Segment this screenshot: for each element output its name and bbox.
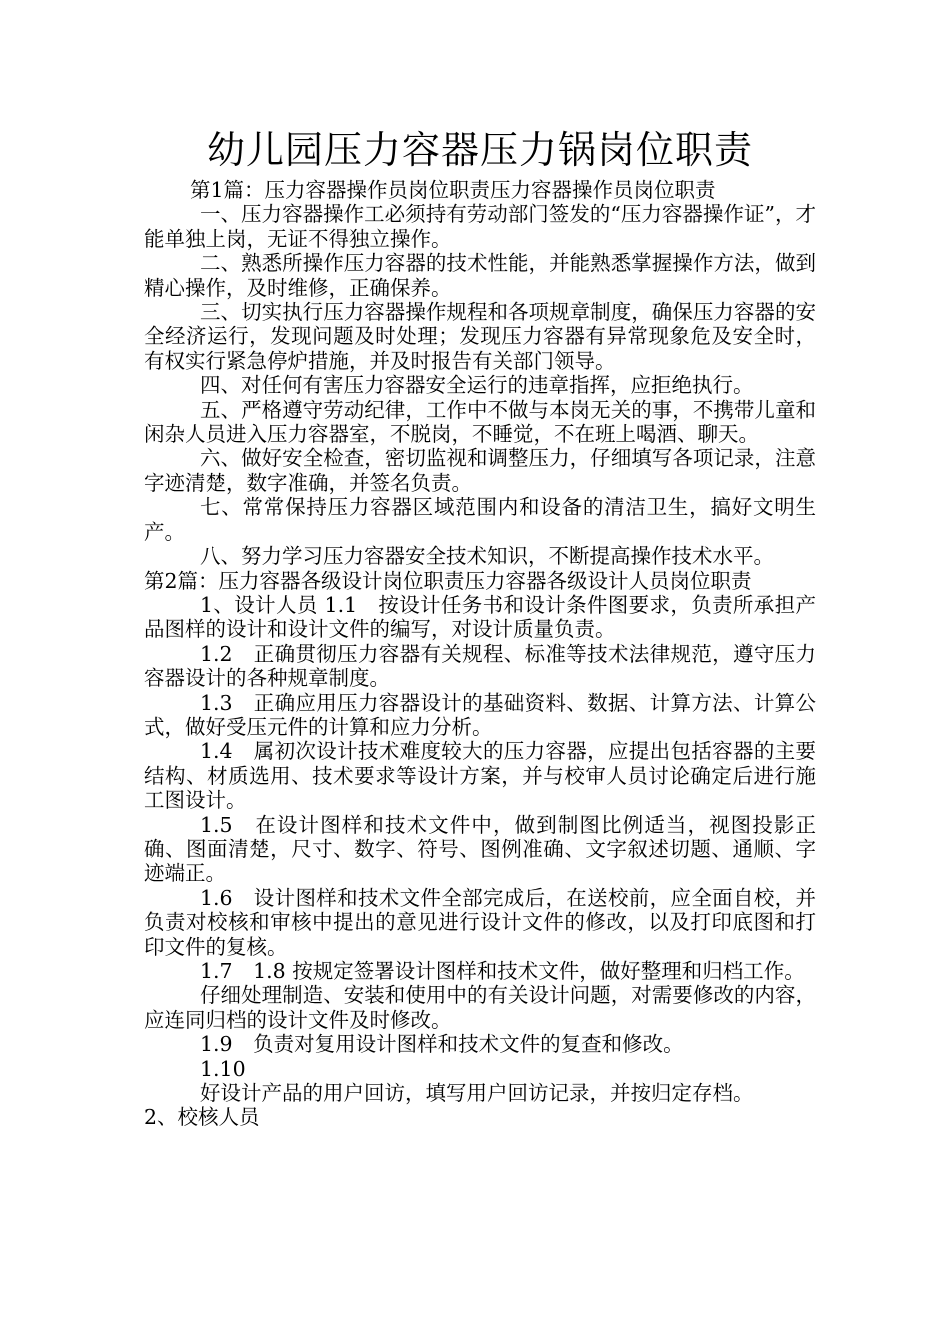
document-body	[144, 178, 816, 1130]
paragraph: 1.10	[200, 1056, 246, 1081]
paragraph: 五、严格遵守劳动纪律，工作中不做与本岗无关的事，不携带儿童和闲杂人员进入压力容器室，不脱岗，不睡觉，不在班上喝酒、聊天。	[144, 397, 816, 447]
paragraph: 1、设计人员 1.1 按设计任务书和设计条件图要求，负责所承担产品图样的设计和设计文件的编写，对设计质量负责。	[144, 592, 816, 642]
paragraph: 1.6 设计图样和技术文件全部完成后，在送校前，应全面自校，并负责对校核和审核中提出的意见进行设计文件的修改，以及打印底图和打印文件的复核。	[144, 885, 816, 959]
paragraph: 1.7 1.8 按规定签署设计图样和技术文件，做好整理和归档工作。	[200, 959, 805, 983]
paragraph: 1.9 负责对复用设计图样和技术文件的复查和修改。	[200, 1032, 684, 1057]
paragraph-heading-2: 第2篇：压力容器各级设计岗位职责压力容器各级设计人员岗位职责	[144, 568, 752, 593]
paragraph: 一、压力容器操作工必须持有劳动部门签发的“压力容器操作证”，才能单独上岗，无证不得独立操作。	[144, 202, 816, 251]
paragraph: 1.3 正确应用压力容器设计的基础资料、数据、计算方法、计算公式，做好受压元件的计算和应力分析。	[144, 690, 816, 739]
paragraph: 1.5 在设计图样和技术文件中，做到制图比例适当，视图投影正确、图面清楚，尺寸、数字、符号、图例准确、文字叙述切题、通顺、字迹端正。	[144, 812, 816, 886]
paragraph: 三、切实执行压力容器操作规程和各项规章制度，确保压力容器的安全经济运行，发现问题及时处理；发现压力容器有异常现象危及安全时，有权实行紧急停炉措施，并及时报告有关部门领导。	[144, 300, 816, 373]
paragraph: 六、做好安全检查，密切监视和调整压力，仔细填写各项记录，注意字迹清楚，数字准确，并签名负责。	[144, 446, 816, 495]
paragraph: 仔细处理制造、安装和使用中的有关设计问题，对需要修改的内容，应连同归档的设计文件及时修改。	[144, 983, 816, 1032]
paragraph: 1.2 正确贯彻压力容器有关规程、标准等技术法律规范，遵守压力容器设计的各种规章制度。	[144, 641, 816, 691]
paragraph: 八、努力学习压力容器安全技术知识，不断提高操作技术水平。	[200, 544, 774, 569]
paragraph: 四、对任何有害压力容器安全运行的违章指挥，应拒绝执行。	[200, 373, 754, 398]
paragraph: 好设计产品的用户回访，填写用户回访记录，并按归定存档。	[200, 1081, 754, 1106]
paragraph: 二、熟悉所操作压力容器的技术性能，并能熟悉掌握操作方法，做到精心操作，及时维修，正确保养。	[144, 251, 816, 300]
document-title: 幼儿园压力容器压力锅岗位职责	[206, 128, 753, 172]
document-page	[144, 124, 816, 1130]
paragraph: 1.4 属初次设计技术难度较大的压力容器，应提出包括容器的主要结构、材质选用、技术要求等设计方案，并与校审人员讨论确定后进行施工图设计。	[144, 739, 816, 813]
paragraph: 七、常常保持压力容器区域范围内和设备的清洁卫生，搞好文明生产。	[144, 495, 816, 544]
paragraph-heading-3: 2、校核人员	[144, 1105, 260, 1130]
paragraph-heading-1: 第1篇：压力容器操作员岗位职责压力容器操作员岗位职责	[190, 178, 716, 202]
